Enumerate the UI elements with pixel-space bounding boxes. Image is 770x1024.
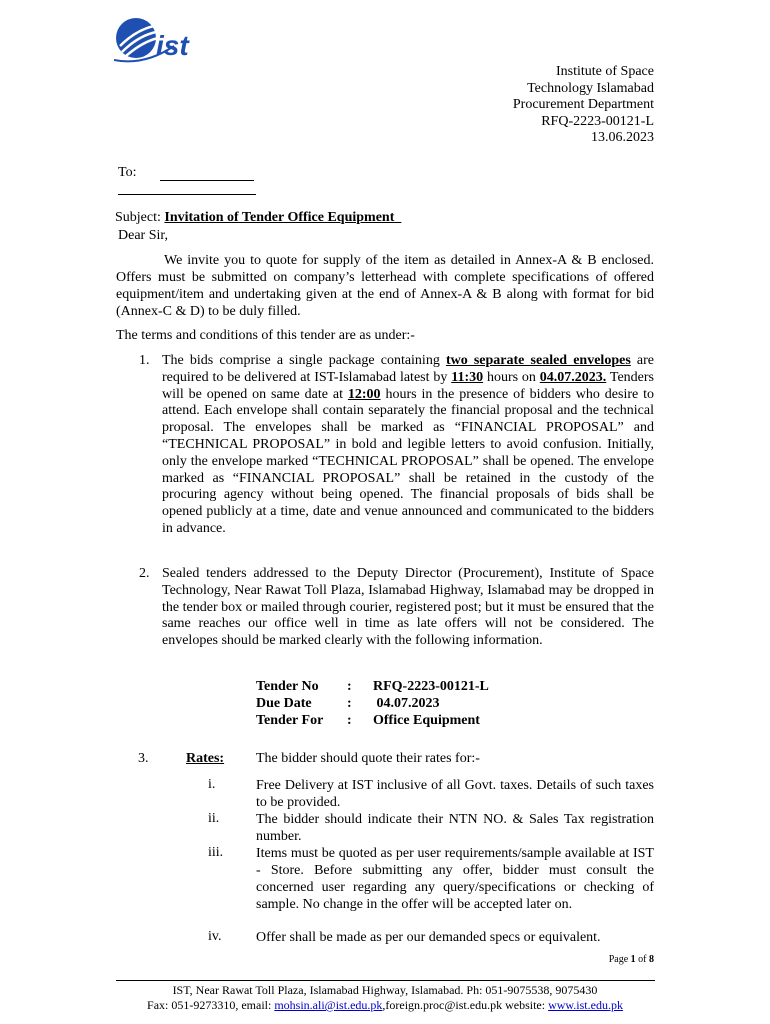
info-value: RFQ-2223-00121-L <box>373 679 489 694</box>
info-sep: : <box>347 679 352 694</box>
info-value: 04.07.2023 <box>373 696 440 711</box>
item-text: are required to be delivered at IST-Islamabad latest by <box>162 353 654 385</box>
subject-label: Subject: <box>115 210 161 225</box>
footer-divider <box>116 980 655 981</box>
subject-line <box>115 210 401 226</box>
subject-title: Invitation of Tender Office Equipment <box>164 210 395 225</box>
website-link[interactable]: www.ist.edu.pk <box>548 998 623 1012</box>
rates-heading: Rates: <box>186 751 225 766</box>
info-label: Tender No <box>256 679 319 694</box>
item-number: 2. <box>139 566 150 581</box>
page-number <box>609 954 654 965</box>
table-row <box>256 679 489 696</box>
footer-address: IST, Near Rawat Toll Plaza, Islamabad Highway, Islamabad. Ph: 051-9075538, 9075430 <box>172 983 598 997</box>
ist-logo <box>114 16 214 66</box>
deadline-date: 04.07.2023. <box>539 369 607 385</box>
sub-item-text: Offer shall be made as per our demanded specs or equivalent. <box>256 930 601 945</box>
item-text: hours on <box>483 369 540 385</box>
table-row <box>256 713 489 730</box>
info-label: Due Date <box>256 696 312 711</box>
sub-item-number: i. <box>208 777 216 792</box>
sub-item-text: The bidder should indicate their NTN NO. & Sales Tax registration number. <box>256 812 654 844</box>
sub-item-number: iii. <box>208 845 224 860</box>
item-text: The bids comprise a single package containing <box>162 353 446 368</box>
opening-time: 12:00 <box>347 386 381 402</box>
logo-text: ist <box>156 30 189 61</box>
address-line: Technology Islamabad <box>527 80 654 96</box>
sub-item-text: Free Delivery at IST inclusive of all Govt. taxes. Details of such taxes to be provided. <box>256 778 654 810</box>
info-sep: : <box>347 713 352 728</box>
sender-address <box>513 64 654 147</box>
salutation: Dear Sir, <box>118 228 168 243</box>
table-row <box>256 696 489 713</box>
footer-fax: Fax: 051-9273310, email: <box>147 998 275 1012</box>
deadline-time: 11:30 <box>451 369 484 385</box>
tender-info-table <box>256 679 489 730</box>
page-total: 8 <box>649 954 654 965</box>
page-current: 1 <box>630 954 636 965</box>
sub-item-number: ii. <box>208 811 220 826</box>
info-label: Tender For <box>256 713 324 728</box>
page-of: of <box>635 954 649 965</box>
recipient-blank-line <box>160 180 254 181</box>
terms-intro: The terms and conditions of this tender are as under:- <box>116 328 415 343</box>
recipient-blank-line <box>118 194 256 195</box>
info-sep: : <box>347 696 352 711</box>
address-line: Procurement Department <box>512 97 654 112</box>
item-text: hours in the presence of bidders who desire to attend. Each envelope shall contain separately the financial proposal and the technical proposal. The envelopes shall be marked as “FINANCIAL PROPOSAL” and “TECHNICAL PROPOSAL” in bold and legible letters to avoid confusion. Initially, only the envelope marked “TECHNICAL PROPOSAL” shall be opened. The envelope marked as “FINANCIAL PROPOSAL” shall be retained in the custody of the procuring agency without being opened. The financial proposals of bids shall be opened publicly at a time, date and venue announced and communicated to the bidders in advance. <box>162 386 655 536</box>
footer-email2: ,foreign.proc@ist.edu.pk website: <box>382 998 549 1012</box>
sub-item-text: Items must be quoted as per user requirements/sample available at IST - Store. Before submitting any offer, bidder must consult the concerned user regarding any query/specifications or checking of sample. No change in the offer will be accepted later on. <box>256 846 654 912</box>
rates-intro: The bidder should quote their rates for:- <box>256 751 480 766</box>
email-link[interactable]: mohsin.ali@ist.edu.pk <box>274 998 383 1012</box>
letter-date: 13.06.2023 <box>591 130 654 145</box>
page-prefix: Page <box>608 954 631 965</box>
term-item-1 <box>162 353 654 538</box>
tender-info <box>256 679 489 730</box>
intro-paragraph: We invite you to quote for supply of the item as detailed in Annex-A & B enclosed. Offers must be submitted on company’s letterhead with complete specifications of offered equipment/item and undertaking given at the end of Annex-A & B along with format for bid (Annex-C & D) to be duly filled. <box>116 253 654 319</box>
term-item-2: Sealed tenders addressed to the Deputy Director (Procurement), Institute of Space Technology, Near Rawat Toll Plaza, Islamabad Highway, Islamabad may be dropped in the tender box or mailed through courier, registered post; but it must be ensured that the same reaches our office well in time as late offers will not be considered. The envelopes should be marked clearly with the following information. <box>162 566 654 649</box>
item-number: 3. <box>138 751 149 766</box>
rfq-number: RFQ-2223-00121-L <box>541 113 654 129</box>
address-line: Institute of Space <box>556 64 654 79</box>
item-number: 1. <box>139 353 150 368</box>
item-bold: two separate sealed envelopes <box>445 353 631 368</box>
item-text: Tenders will be opened on same date at <box>162 369 654 402</box>
info-value: Office Equipment <box>373 713 480 728</box>
to-label: To: <box>118 165 137 180</box>
sub-item-number: iv. <box>208 929 222 944</box>
footer-contact <box>0 998 770 1013</box>
